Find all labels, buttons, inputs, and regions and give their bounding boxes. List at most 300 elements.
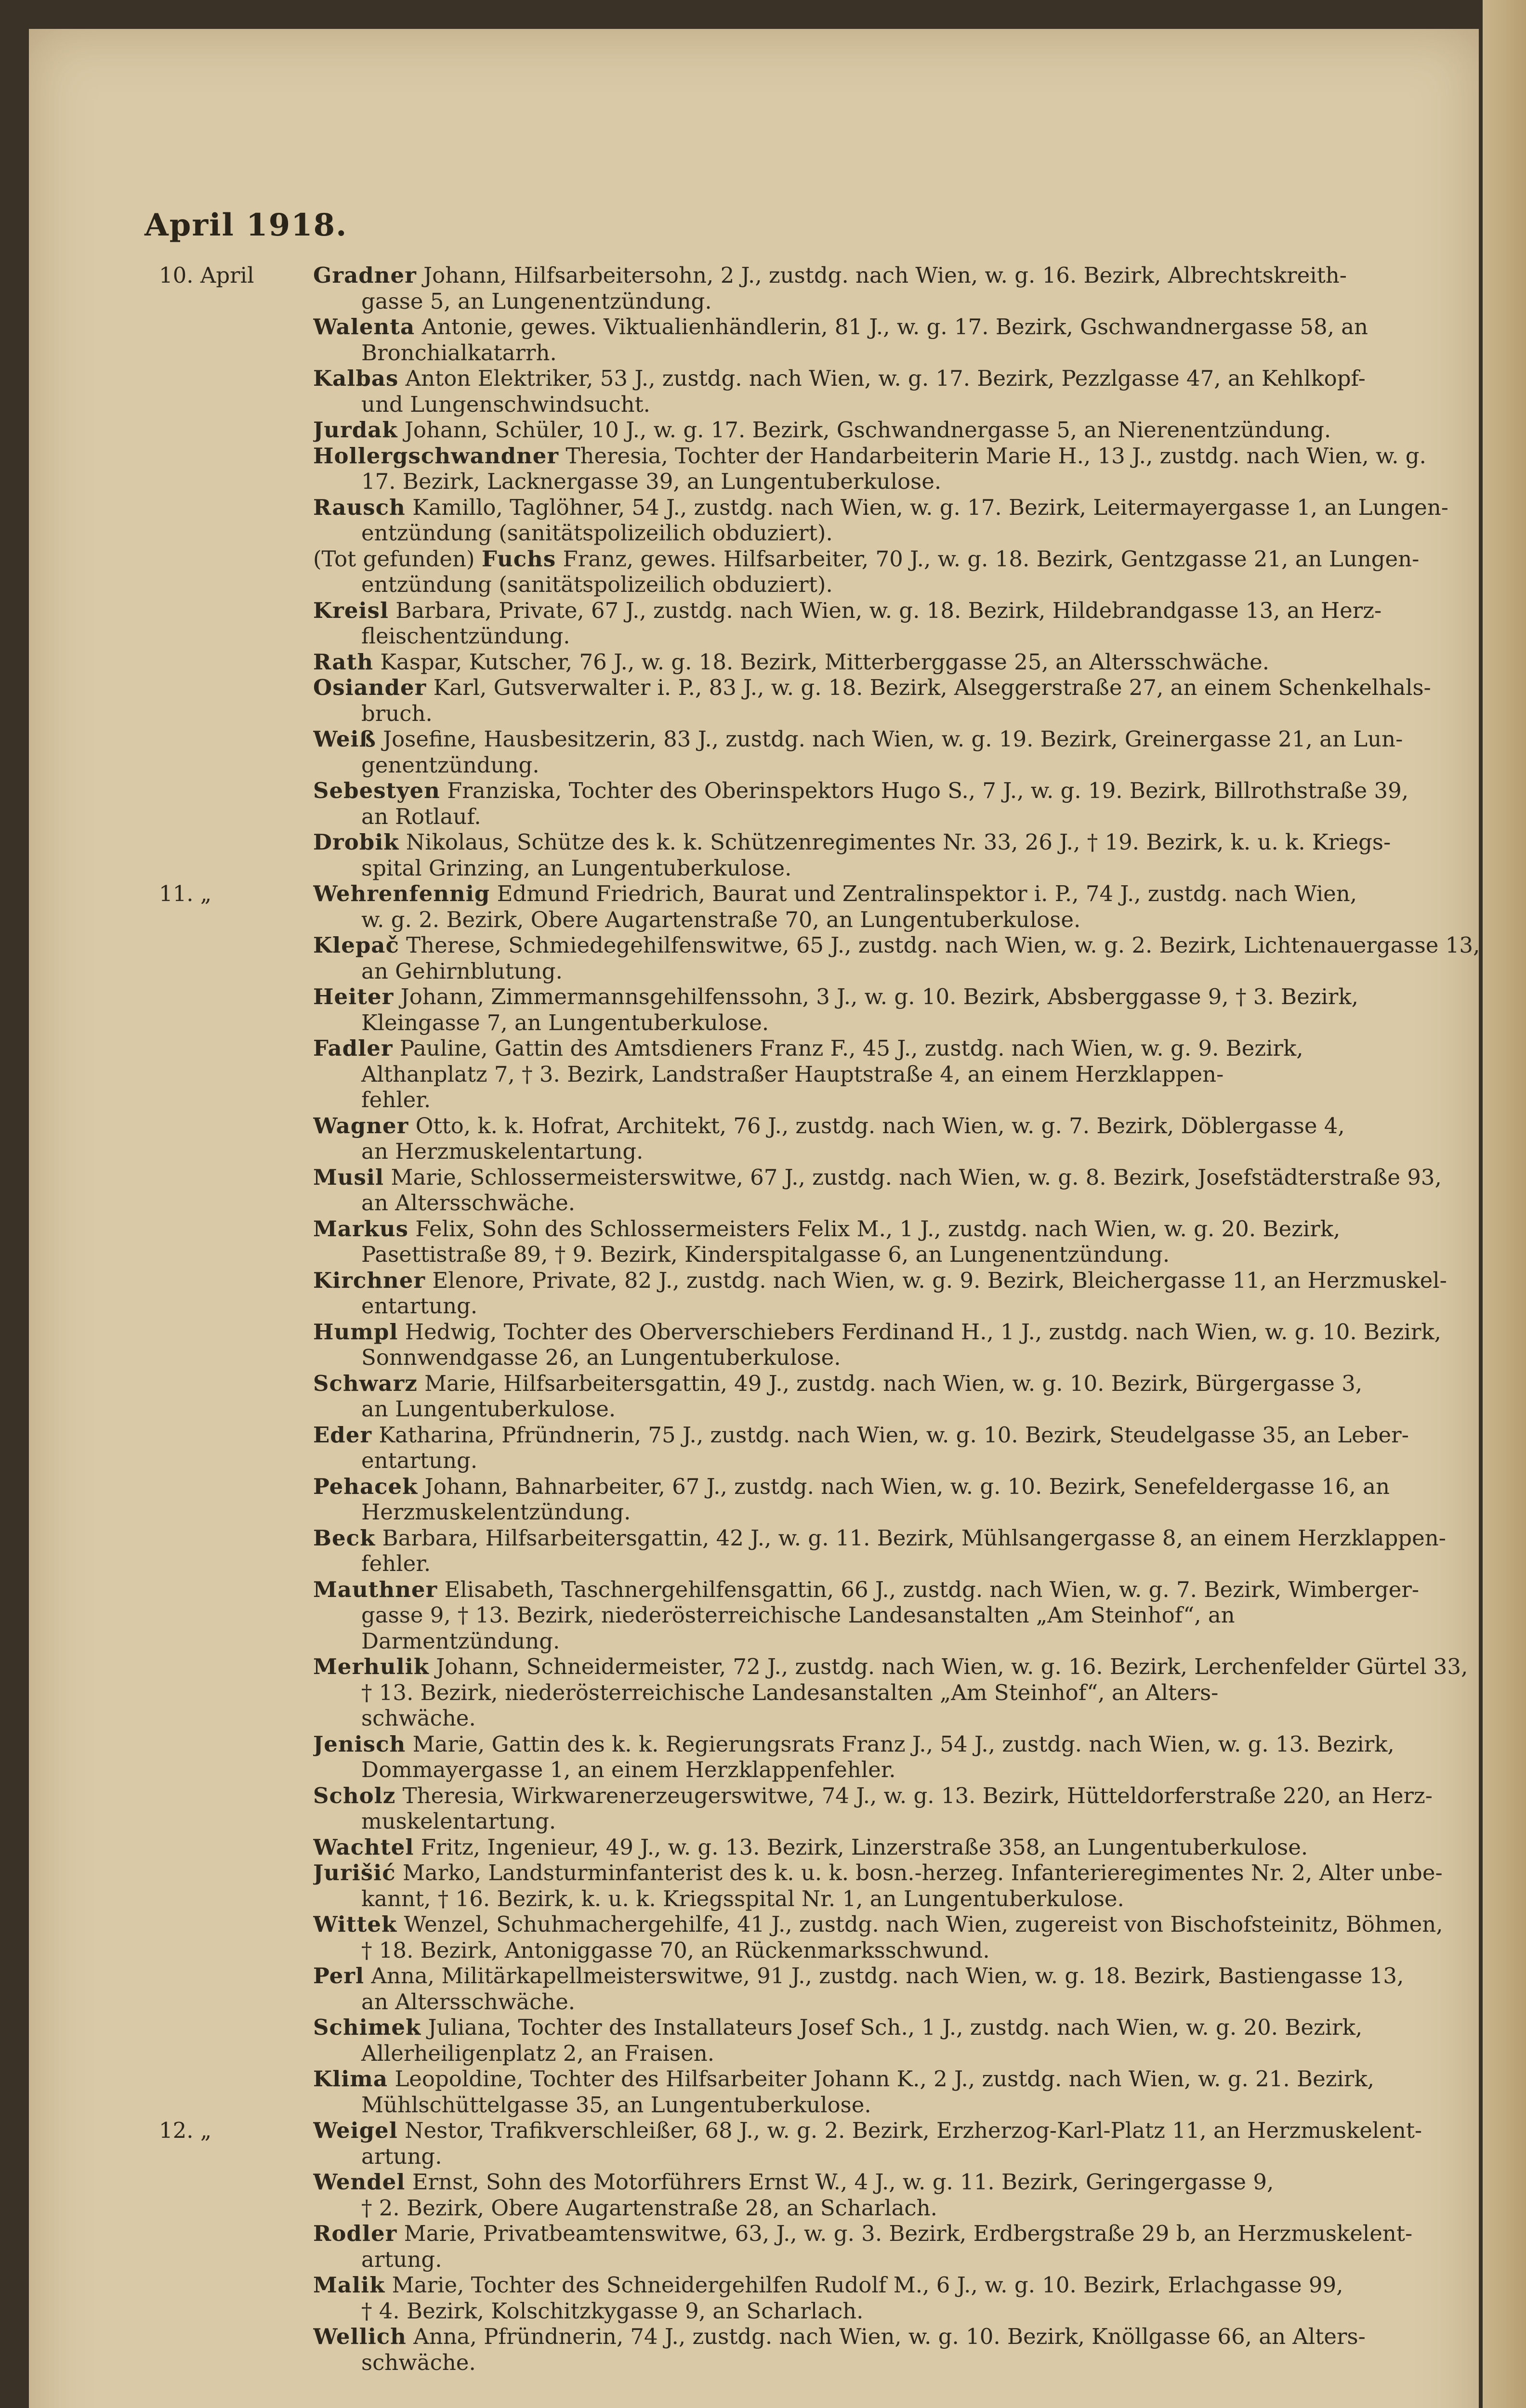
entry-surname: Fadler bbox=[313, 1035, 393, 1061]
entry-line bbox=[313, 2324, 1469, 2350]
entry-line bbox=[313, 1783, 1469, 1809]
register-entry bbox=[159, 1654, 1469, 1731]
entry-date bbox=[159, 1963, 313, 2015]
entry-text: Marie, Tochter des Schneidergehilfen Rudolf M., 6 J., w. g. 10. Bezirk, Erlachgasse 99, bbox=[385, 2272, 1343, 2298]
entry-line bbox=[313, 1448, 1469, 1474]
entry-body bbox=[313, 1783, 1469, 1834]
entry-body bbox=[313, 2118, 1469, 2169]
entry-line bbox=[313, 1242, 1469, 1268]
entry-line bbox=[313, 2298, 1469, 2324]
entry-surname: Mauthner bbox=[313, 1576, 438, 1602]
entry-text: entzündung (sanitätspolizeilich obduziert). bbox=[361, 520, 833, 546]
entry-surname: Merhulik bbox=[313, 1654, 429, 1679]
entry-line bbox=[313, 1010, 1469, 1036]
entry-body bbox=[313, 1860, 1469, 1911]
entry-text: an Rotlauf. bbox=[361, 803, 481, 829]
entry-date bbox=[159, 1422, 313, 1474]
entry-body bbox=[313, 1474, 1469, 1525]
entry-line bbox=[313, 675, 1469, 701]
entry-surname: Beck bbox=[313, 1525, 376, 1551]
entry-text: w. g. 2. Bezirk, Obere Augartenstraße 70, an Lungentuberkulose. bbox=[361, 906, 1081, 932]
entry-body bbox=[313, 1319, 1469, 1371]
entry-text: entzündung (sanitätspolizeilich obduziert). bbox=[361, 572, 833, 597]
entry-body bbox=[313, 829, 1469, 881]
entry-text: Franziska, Tochter des Oberinspektors Hugo S., 7 J., w. g. 19. Bezirk, Billrothstraße 39, bbox=[440, 778, 1409, 803]
entry-text: Marko, Landsturminfanterist des k. u. k. bosn.-herzeg. Infanterieregimentes Nr. 2, Alter unbe- bbox=[395, 1860, 1443, 1885]
entry-surname: Malik bbox=[313, 2272, 385, 2298]
register-entry bbox=[159, 1834, 1469, 1860]
entry-line bbox=[313, 1654, 1469, 1680]
entry-text: Barbara, Private, 67 J., zustdg. nach Wien, w. g. 18. Bezirk, Hildebrandgasse 13, an Herz- bbox=[388, 597, 1382, 623]
entry-body bbox=[313, 726, 1469, 778]
entry-body bbox=[313, 1731, 1469, 1783]
register-entry bbox=[159, 1577, 1469, 1654]
entry-line bbox=[313, 907, 1469, 933]
entry-line bbox=[313, 598, 1469, 624]
register-entry bbox=[159, 1525, 1469, 1577]
entry-line bbox=[313, 2169, 1469, 2195]
entry-text: Johann, Bahnarbeiter, 67 J., zustdg. nach Wien, w. g. 10. Bezirk, Senefeldergasse 16, an bbox=[418, 1473, 1390, 1499]
entry-surname: Rausch bbox=[313, 494, 406, 520]
entry-surname: Kirchner bbox=[313, 1267, 426, 1293]
page-heading: April 1918. bbox=[145, 207, 348, 243]
entry-line bbox=[313, 2247, 1469, 2273]
entry-date bbox=[159, 1834, 313, 1860]
entry-surname: Jenisch bbox=[313, 1731, 406, 1757]
entry-date bbox=[159, 726, 313, 778]
entry-line bbox=[313, 2041, 1469, 2067]
entry-text: an Herzmuskelentartung. bbox=[361, 1139, 644, 1164]
entry-text: an Lungentuberkulose. bbox=[361, 1396, 616, 1422]
entry-line bbox=[313, 1628, 1469, 1654]
entry-date bbox=[159, 2221, 313, 2272]
entry-date bbox=[159, 829, 313, 881]
register-entry bbox=[159, 1268, 1469, 1319]
entry-surname: Wellich bbox=[313, 2324, 407, 2349]
entry-text: Nikolaus, Schütze des k. k. Schützenregimentes Nr. 33, 26 J., † 19. Bezirk, k. u. k. Kriegs- bbox=[399, 829, 1391, 855]
entry-text: Bronchialkatarrh. bbox=[361, 340, 557, 366]
entry-line bbox=[313, 1937, 1469, 1963]
entry-line bbox=[313, 366, 1469, 392]
entry-prefix: (Tot gefunden) bbox=[313, 546, 482, 572]
entry-surname: Rath bbox=[313, 649, 374, 675]
entry-line bbox=[313, 855, 1469, 881]
entry-surname: Gradner bbox=[313, 262, 417, 288]
entry-line bbox=[313, 1757, 1469, 1783]
entry-text: Dommayergasse 1, an einem Herzklappenfehler. bbox=[361, 1757, 896, 1782]
entry-text: † 2. Bezirk, Obere Augartenstraße 28, an Scharlach. bbox=[361, 2195, 937, 2221]
entry-text: artung. bbox=[361, 2246, 442, 2272]
entry-body bbox=[313, 2066, 1469, 2118]
entry-surname: Jurišić bbox=[313, 1860, 396, 1885]
entry-text: und Lungenschwindsucht. bbox=[361, 391, 650, 417]
entry-line bbox=[313, 1499, 1469, 1525]
entry-line bbox=[313, 2118, 1469, 2144]
entry-text: Wenzel, Schuhmachergehilfe, 41 J., zustdg. nach Wien, zugereist von Bischofsteinitz, Böhmen, bbox=[397, 1911, 1443, 1937]
entry-text: bruch. bbox=[361, 700, 433, 726]
entry-date bbox=[159, 2169, 313, 2221]
register-entry bbox=[159, 1474, 1469, 1525]
entry-surname: Walenta bbox=[313, 314, 415, 340]
entry-text: † 13. Bezirk, niederösterreichische Landesanstalten „Am Steinhof“, an Alters- bbox=[361, 1679, 1219, 1705]
entry-date bbox=[159, 1860, 313, 1911]
entry-text: Nestor, Trafikverschleißer, 68 J., w. g. 2. Bezirk, Erzherzog-Karl-Platz 11, an Herzmuskelent- bbox=[397, 2118, 1422, 2143]
entry-surname: Rodler bbox=[313, 2221, 397, 2246]
entry-date bbox=[159, 1783, 313, 1834]
register-entry bbox=[159, 1911, 1469, 1963]
register-entry bbox=[159, 1783, 1469, 1834]
register-entry bbox=[159, 495, 1469, 546]
entry-body bbox=[313, 2324, 1469, 2375]
entry-body bbox=[313, 366, 1469, 417]
entry-text: muskelentartung. bbox=[361, 1808, 556, 1834]
entry-text: spital Grinzing, an Lungentuberkulose. bbox=[361, 855, 792, 881]
register-entry bbox=[159, 443, 1469, 495]
entry-surname: Kreisl bbox=[313, 597, 389, 623]
entry-text: Elenore, Private, 82 J., zustdg. nach Wien, w. g. 9. Bezirk, Bleichergasse 11, an Herzmuskel- bbox=[425, 1267, 1447, 1293]
entry-date bbox=[159, 1577, 313, 1654]
entry-surname: Schimek bbox=[313, 2015, 421, 2040]
entry-body bbox=[313, 314, 1469, 366]
entry-body bbox=[313, 881, 1469, 932]
entry-text: Allerheiligenplatz 2, an Fraisen. bbox=[361, 2040, 715, 2066]
entry-text: fehler. bbox=[361, 1551, 431, 1576]
entry-body bbox=[313, 778, 1469, 829]
entry-line bbox=[313, 1190, 1469, 1216]
entry-date bbox=[159, 1035, 313, 1113]
entry-line bbox=[313, 2195, 1469, 2221]
entry-surname: Wachtel bbox=[313, 1834, 414, 1860]
entry-date bbox=[159, 1654, 313, 1731]
entry-line bbox=[313, 495, 1469, 521]
entry-text: Anna, Pfründnerin, 74 J., zustdg. nach Wien, w. g. 10. Bezirk, Knöllgasse 66, an Alters- bbox=[406, 2324, 1366, 2349]
entry-line bbox=[313, 1989, 1469, 2015]
entry-surname: Sebestyen bbox=[313, 778, 440, 803]
entry-date: 11. „ bbox=[159, 881, 212, 906]
register-entry bbox=[159, 1113, 1469, 1165]
entry-text: Franz, gewes. Hilfsarbeiter, 70 J., w. g. 18. Bezirk, Gentzgasse 21, an Lungen- bbox=[556, 546, 1420, 572]
entry-date bbox=[159, 984, 313, 1035]
entry-line bbox=[313, 572, 1469, 598]
entry-line bbox=[313, 1963, 1469, 1989]
entry-line bbox=[313, 1911, 1469, 1937]
entry-text: fleischentzündung. bbox=[361, 623, 570, 649]
entry-line bbox=[313, 1165, 1469, 1191]
entry-surname: Fuchs bbox=[481, 546, 556, 572]
entry-body bbox=[313, 262, 1469, 314]
entry-date bbox=[159, 2272, 313, 2324]
entry-text: Katharina, Pfründnerin, 75 J., zustdg. nach Wien, w. g. 10. Bezirk, Steudelgasse 35, an Leber- bbox=[372, 1422, 1409, 1448]
register-entry bbox=[159, 726, 1469, 778]
entry-line bbox=[313, 1113, 1469, 1139]
entry-date bbox=[159, 1731, 313, 1783]
entry-text: schwäche. bbox=[361, 2349, 476, 2375]
entry-surname: Musil bbox=[313, 1164, 384, 1190]
register-entry bbox=[159, 2324, 1469, 2375]
entry-line bbox=[313, 1087, 1469, 1113]
entry-body bbox=[313, 1525, 1469, 1577]
entry-line bbox=[313, 1319, 1469, 1345]
register-entry bbox=[159, 366, 1469, 417]
entry-surname: Perl bbox=[313, 1963, 365, 1989]
entry-body bbox=[313, 1577, 1469, 1654]
register-entry bbox=[159, 417, 1469, 443]
entry-line bbox=[313, 1705, 1469, 1731]
entry-line bbox=[313, 1396, 1469, 1422]
register-entry bbox=[159, 262, 1469, 314]
entry-text: fehler. bbox=[361, 1087, 431, 1112]
entry-line bbox=[313, 2066, 1469, 2092]
entry-date bbox=[159, 649, 313, 675]
register-entry bbox=[159, 1035, 1469, 1113]
entry-line bbox=[313, 1602, 1469, 1628]
entry-text: Darmentzündung. bbox=[361, 1628, 560, 1654]
entry-text: Johann, Hilfsarbeitersohn, 2 J., zustdg. nach Wien, w. g. 16. Bezirk, Albrechtskreith- bbox=[416, 262, 1347, 288]
entry-date bbox=[159, 495, 313, 546]
entry-date bbox=[159, 2066, 313, 2118]
register-entry bbox=[159, 314, 1469, 366]
entry-text: an Altersschwäche. bbox=[361, 1989, 576, 2015]
entry-text: Josefine, Hausbesitzerin, 83 J., zustdg. nach Wien, w. g. 19. Bezirk, Greinergasse 21, an Lun- bbox=[376, 726, 1403, 752]
entry-date bbox=[159, 778, 313, 829]
entry-surname: Wagner bbox=[313, 1112, 409, 1139]
entry-surname: Heiter bbox=[313, 984, 394, 1009]
register-entry bbox=[159, 2272, 1469, 2324]
entry-surname: Wehrenfennig bbox=[313, 881, 490, 906]
register-entry bbox=[159, 2066, 1469, 2118]
entry-line bbox=[313, 1577, 1469, 1603]
entry-text: 17. Bezirk, Lacknergasse 39, an Lungentuberkulose. bbox=[361, 469, 942, 494]
entry-date bbox=[159, 1911, 313, 1963]
entry-surname: Schwarz bbox=[313, 1370, 418, 1396]
entry-line bbox=[313, 1345, 1469, 1371]
entry-text: † 18. Bezirk, Antoniggasse 70, an Rückenmarksschwund. bbox=[361, 1937, 990, 1963]
entry-date bbox=[159, 1268, 313, 1319]
entry-date bbox=[159, 443, 313, 495]
entry-text: Kaspar, Kutscher, 76 J., w. g. 18. Bezirk, Mitterberggasse 25, an Altersschwäche. bbox=[373, 649, 1270, 675]
entry-surname: Pehacek bbox=[313, 1473, 418, 1499]
entry-line bbox=[313, 1731, 1469, 1757]
register-entry bbox=[159, 1422, 1469, 1474]
entry-surname: Klepač bbox=[313, 932, 399, 958]
entry-body bbox=[313, 984, 1469, 1035]
entry-line bbox=[313, 443, 1469, 469]
register-entry bbox=[159, 881, 1469, 932]
register-entry bbox=[159, 829, 1469, 881]
entry-body bbox=[313, 1963, 1469, 2015]
entry-text: Pauline, Gattin des Amtsdieners Franz F., 45 J., zustdg. nach Wien, w. g. 9. Bezirk, bbox=[393, 1035, 1303, 1061]
entry-line bbox=[313, 1834, 1469, 1860]
entry-body bbox=[313, 2169, 1469, 2221]
entry-text: Marie, Hilfsarbeitersgattin, 49 J., zustdg. nach Wien, w. g. 10. Bezirk, Bürgergasse 3, bbox=[417, 1370, 1363, 1396]
entry-body bbox=[313, 546, 1469, 598]
entry-surname: Wendel bbox=[313, 2169, 406, 2195]
entry-date bbox=[159, 1165, 313, 1216]
entry-line bbox=[313, 1860, 1469, 1886]
register-entry bbox=[159, 2015, 1469, 2066]
entry-line bbox=[313, 752, 1469, 778]
entry-line bbox=[313, 958, 1480, 984]
entry-body bbox=[313, 1422, 1469, 1474]
entry-line bbox=[313, 1268, 1469, 1294]
entry-text: Marie, Privatbeamtenswitwe, 63, J., w. g. 3. Bezirk, Erdbergstraße 29 b, an Herzmuskelent- bbox=[397, 2221, 1413, 2246]
entry-line bbox=[313, 392, 1469, 418]
entry-text: kannt, † 16. Bezirk, k. u. k. Kriegsspital Nr. 1, an Lungentuberkulose. bbox=[361, 1885, 1124, 1911]
entry-text: an Altersschwäche. bbox=[361, 1190, 576, 1216]
entry-line bbox=[313, 2144, 1469, 2170]
register-entry bbox=[159, 1731, 1469, 1783]
entry-text: schwäche. bbox=[361, 1705, 476, 1731]
entry-date bbox=[159, 314, 313, 366]
entry-surname: Wittek bbox=[313, 1911, 397, 1937]
entry-text: Mühlschüttelgasse 35, an Lungentuberkulose. bbox=[361, 2092, 871, 2118]
entry-line bbox=[313, 726, 1469, 752]
entry-text: Johann, Zimmermannsgehilfenssohn, 3 J., w. g. 10. Bezirk, Absberggasse 9, † 3. Bezirk, bbox=[394, 984, 1358, 1009]
register-entry bbox=[159, 598, 1469, 649]
entry-line bbox=[313, 1371, 1469, 1397]
entry-surname: Weiß bbox=[313, 726, 376, 752]
entry-text: entartung. bbox=[361, 1448, 478, 1473]
entry-date: 12. „ bbox=[159, 2118, 212, 2143]
page-edge bbox=[1483, 0, 1526, 2408]
entry-line bbox=[313, 932, 1480, 958]
register-entry bbox=[159, 546, 1469, 598]
register-entry bbox=[159, 1165, 1469, 1216]
entry-text: Marie, Gattin des k. k. Regierungsrats Franz J., 54 J., zustdg. nach Wien, w. g. 13. Bezirk, bbox=[406, 1731, 1394, 1757]
register-entry bbox=[159, 932, 1480, 984]
entry-line bbox=[313, 2015, 1469, 2041]
register-entry bbox=[159, 1860, 1469, 1911]
entry-surname: Jurdak bbox=[313, 417, 398, 443]
entry-date bbox=[159, 1319, 313, 1371]
entry-body bbox=[313, 675, 1469, 726]
entry-body bbox=[313, 598, 1469, 649]
entry-line bbox=[313, 1680, 1469, 1706]
entry-text: Elisabeth, Taschnergehilfensgattin, 66 J., zustdg. nach Wien, w. g. 7. Bezirk, Wimberger- bbox=[437, 1576, 1420, 1602]
entry-date bbox=[159, 1474, 313, 1525]
entry-line bbox=[313, 546, 1469, 572]
register-entry bbox=[159, 675, 1469, 726]
entry-date bbox=[159, 417, 313, 443]
register-entry bbox=[159, 2169, 1469, 2221]
entry-line bbox=[313, 1886, 1469, 1912]
entry-text: artung. bbox=[361, 2143, 442, 2169]
register-entry bbox=[159, 984, 1469, 1035]
entry-text: gasse 9, † 13. Bezirk, niederösterreichische Landesanstalten „Am Steinhof“, an bbox=[361, 1602, 1235, 1628]
entry-surname: Osiander bbox=[313, 675, 427, 700]
entry-body bbox=[313, 1165, 1469, 1216]
entry-text: Theresia, Wirkwarenerzeugerswitwe, 74 J., w. g. 13. Bezirk, Hütteldorferstraße 220, an Herz- bbox=[395, 1782, 1433, 1808]
entry-line bbox=[313, 804, 1469, 830]
entry-line bbox=[313, 1061, 1469, 1087]
entry-line bbox=[313, 1474, 1469, 1500]
entry-body bbox=[313, 932, 1480, 984]
entry-body bbox=[313, 1216, 1469, 1268]
entry-date bbox=[159, 366, 313, 417]
entry-line bbox=[313, 1293, 1469, 1319]
entry-line bbox=[313, 1551, 1469, 1577]
entry-line bbox=[313, 2092, 1469, 2118]
entry-text: Leopoldine, Tochter des Hilfsarbeiter Johann K., 2 J., zustdg. nach Wien, w. g. 21. Bezirk, bbox=[388, 2066, 1374, 2092]
entry-date bbox=[159, 1371, 313, 1422]
entry-date bbox=[159, 1216, 313, 1268]
entry-line bbox=[313, 469, 1469, 495]
entry-surname: Markus bbox=[313, 1216, 408, 1242]
entry-text: Antonie, gewes. Viktualienhändlerin, 81 J., w. g. 17. Bezirk, Gschwandnergasse 58, an bbox=[415, 314, 1368, 340]
entry-body bbox=[313, 1834, 1469, 1860]
entry-body bbox=[313, 495, 1469, 546]
register-entry bbox=[159, 649, 1469, 675]
entry-text: Althanplatz 7, † 3. Bezirk, Landstraßer Hauptstraße 4, an einem Herzklappen- bbox=[361, 1061, 1224, 1087]
entry-text: Anton Elektriker, 53 J., zustdg. nach Wien, w. g. 17. Bezirk, Pezzlgasse 47, an Kehlkopf- bbox=[398, 366, 1366, 391]
entry-line bbox=[313, 262, 1469, 288]
register-entry bbox=[159, 1216, 1469, 1268]
entry-line bbox=[313, 1139, 1469, 1165]
entry-line bbox=[313, 881, 1469, 907]
entry-body bbox=[313, 2015, 1469, 2066]
entry-body bbox=[313, 417, 1469, 443]
register-entry bbox=[159, 2118, 1469, 2169]
entry-line bbox=[313, 288, 1469, 314]
entry-line bbox=[313, 1525, 1469, 1551]
entry-line bbox=[313, 778, 1469, 804]
entry-line bbox=[313, 1035, 1469, 1061]
entry-text: Karl, Gutsverwalter i. P., 83 J., w. g. 18. Bezirk, Alseggerstraße 27, an einem Schenkelhals- bbox=[426, 675, 1431, 700]
entry-text: Marie, Schlossermeisterswitwe, 67 J., zustdg. nach Wien, w. g. 8. Bezirk, Josefstädterstraße 93, bbox=[384, 1164, 1442, 1190]
entry-text: † 4. Bezirk, Kolschitzkygasse 9, an Scharlach. bbox=[361, 2298, 864, 2324]
entry-line bbox=[313, 2221, 1469, 2247]
entry-line bbox=[313, 1216, 1469, 1242]
entry-line bbox=[313, 829, 1469, 855]
entry-line bbox=[313, 1422, 1469, 1448]
entry-text: Anna, Militärkapellmeisterswitwe, 91 J., zustdg. nach Wien, w. g. 18. Bezirk, Bastiengasse 13, bbox=[364, 1963, 1404, 1989]
entry-date bbox=[159, 1525, 313, 1577]
entry-body bbox=[313, 443, 1469, 495]
entry-text: Kleingasse 7, an Lungentuberkulose. bbox=[361, 1009, 769, 1035]
entry-text: Felix, Sohn des Schlossermeisters Felix M., 1 J., zustdg. nach Wien, w. g. 20. Bezirk, bbox=[408, 1216, 1341, 1242]
entry-text: Therese, Schmiedegehilfenswitwe, 65 J., zustdg. nach Wien, w. g. 2. Bezirk, Lichtenauergasse 13, bbox=[399, 932, 1480, 958]
entry-text: entartung. bbox=[361, 1293, 478, 1319]
register-entry bbox=[159, 2221, 1469, 2272]
entry-date bbox=[159, 1113, 313, 1165]
entry-line bbox=[313, 623, 1469, 649]
entry-text: Hedwig, Tochter des Oberverschiebers Ferdinand H., 1 J., zustdg. nach Wien, w. g. 10. Bezirk, bbox=[398, 1319, 1441, 1345]
entry-text: Pasettistraße 89, † 9. Bezirk, Kinderspitalgasse 6, an Lungenentzündung. bbox=[361, 1242, 1170, 1267]
entry-line bbox=[313, 2272, 1469, 2298]
entry-line bbox=[313, 314, 1469, 340]
entry-body bbox=[313, 1911, 1469, 1963]
entry-surname: Scholz bbox=[313, 1782, 396, 1808]
entry-body bbox=[313, 2272, 1469, 2324]
entry-text: Sonnwendgasse 26, an Lungentuberkulose. bbox=[361, 1345, 841, 1370]
death-register-entries bbox=[159, 262, 1480, 2375]
entry-surname: Kalbas bbox=[313, 366, 399, 391]
entry-date bbox=[159, 675, 313, 726]
register-entry bbox=[159, 1963, 1469, 2015]
entry-text: Edmund Friedrich, Baurat und Zentralinspektor i. P., 74 J., zustdg. nach Wien, bbox=[490, 881, 1357, 906]
entry-line bbox=[313, 649, 1469, 675]
entry-surname: Drobik bbox=[313, 829, 399, 855]
entry-surname: Klima bbox=[313, 2066, 388, 2092]
entry-body bbox=[313, 1268, 1469, 1319]
entry-body bbox=[313, 1035, 1469, 1113]
entry-text: gasse 5, an Lungenentzündung. bbox=[361, 288, 712, 314]
entry-date bbox=[159, 2015, 313, 2066]
entry-date bbox=[159, 598, 313, 649]
entry-text: Theresia, Tochter der Handarbeiterin Marie H., 13 J., zustdg. nach Wien, w. g. bbox=[559, 443, 1426, 469]
entry-body bbox=[313, 649, 1469, 675]
entry-line bbox=[313, 2350, 1469, 2376]
